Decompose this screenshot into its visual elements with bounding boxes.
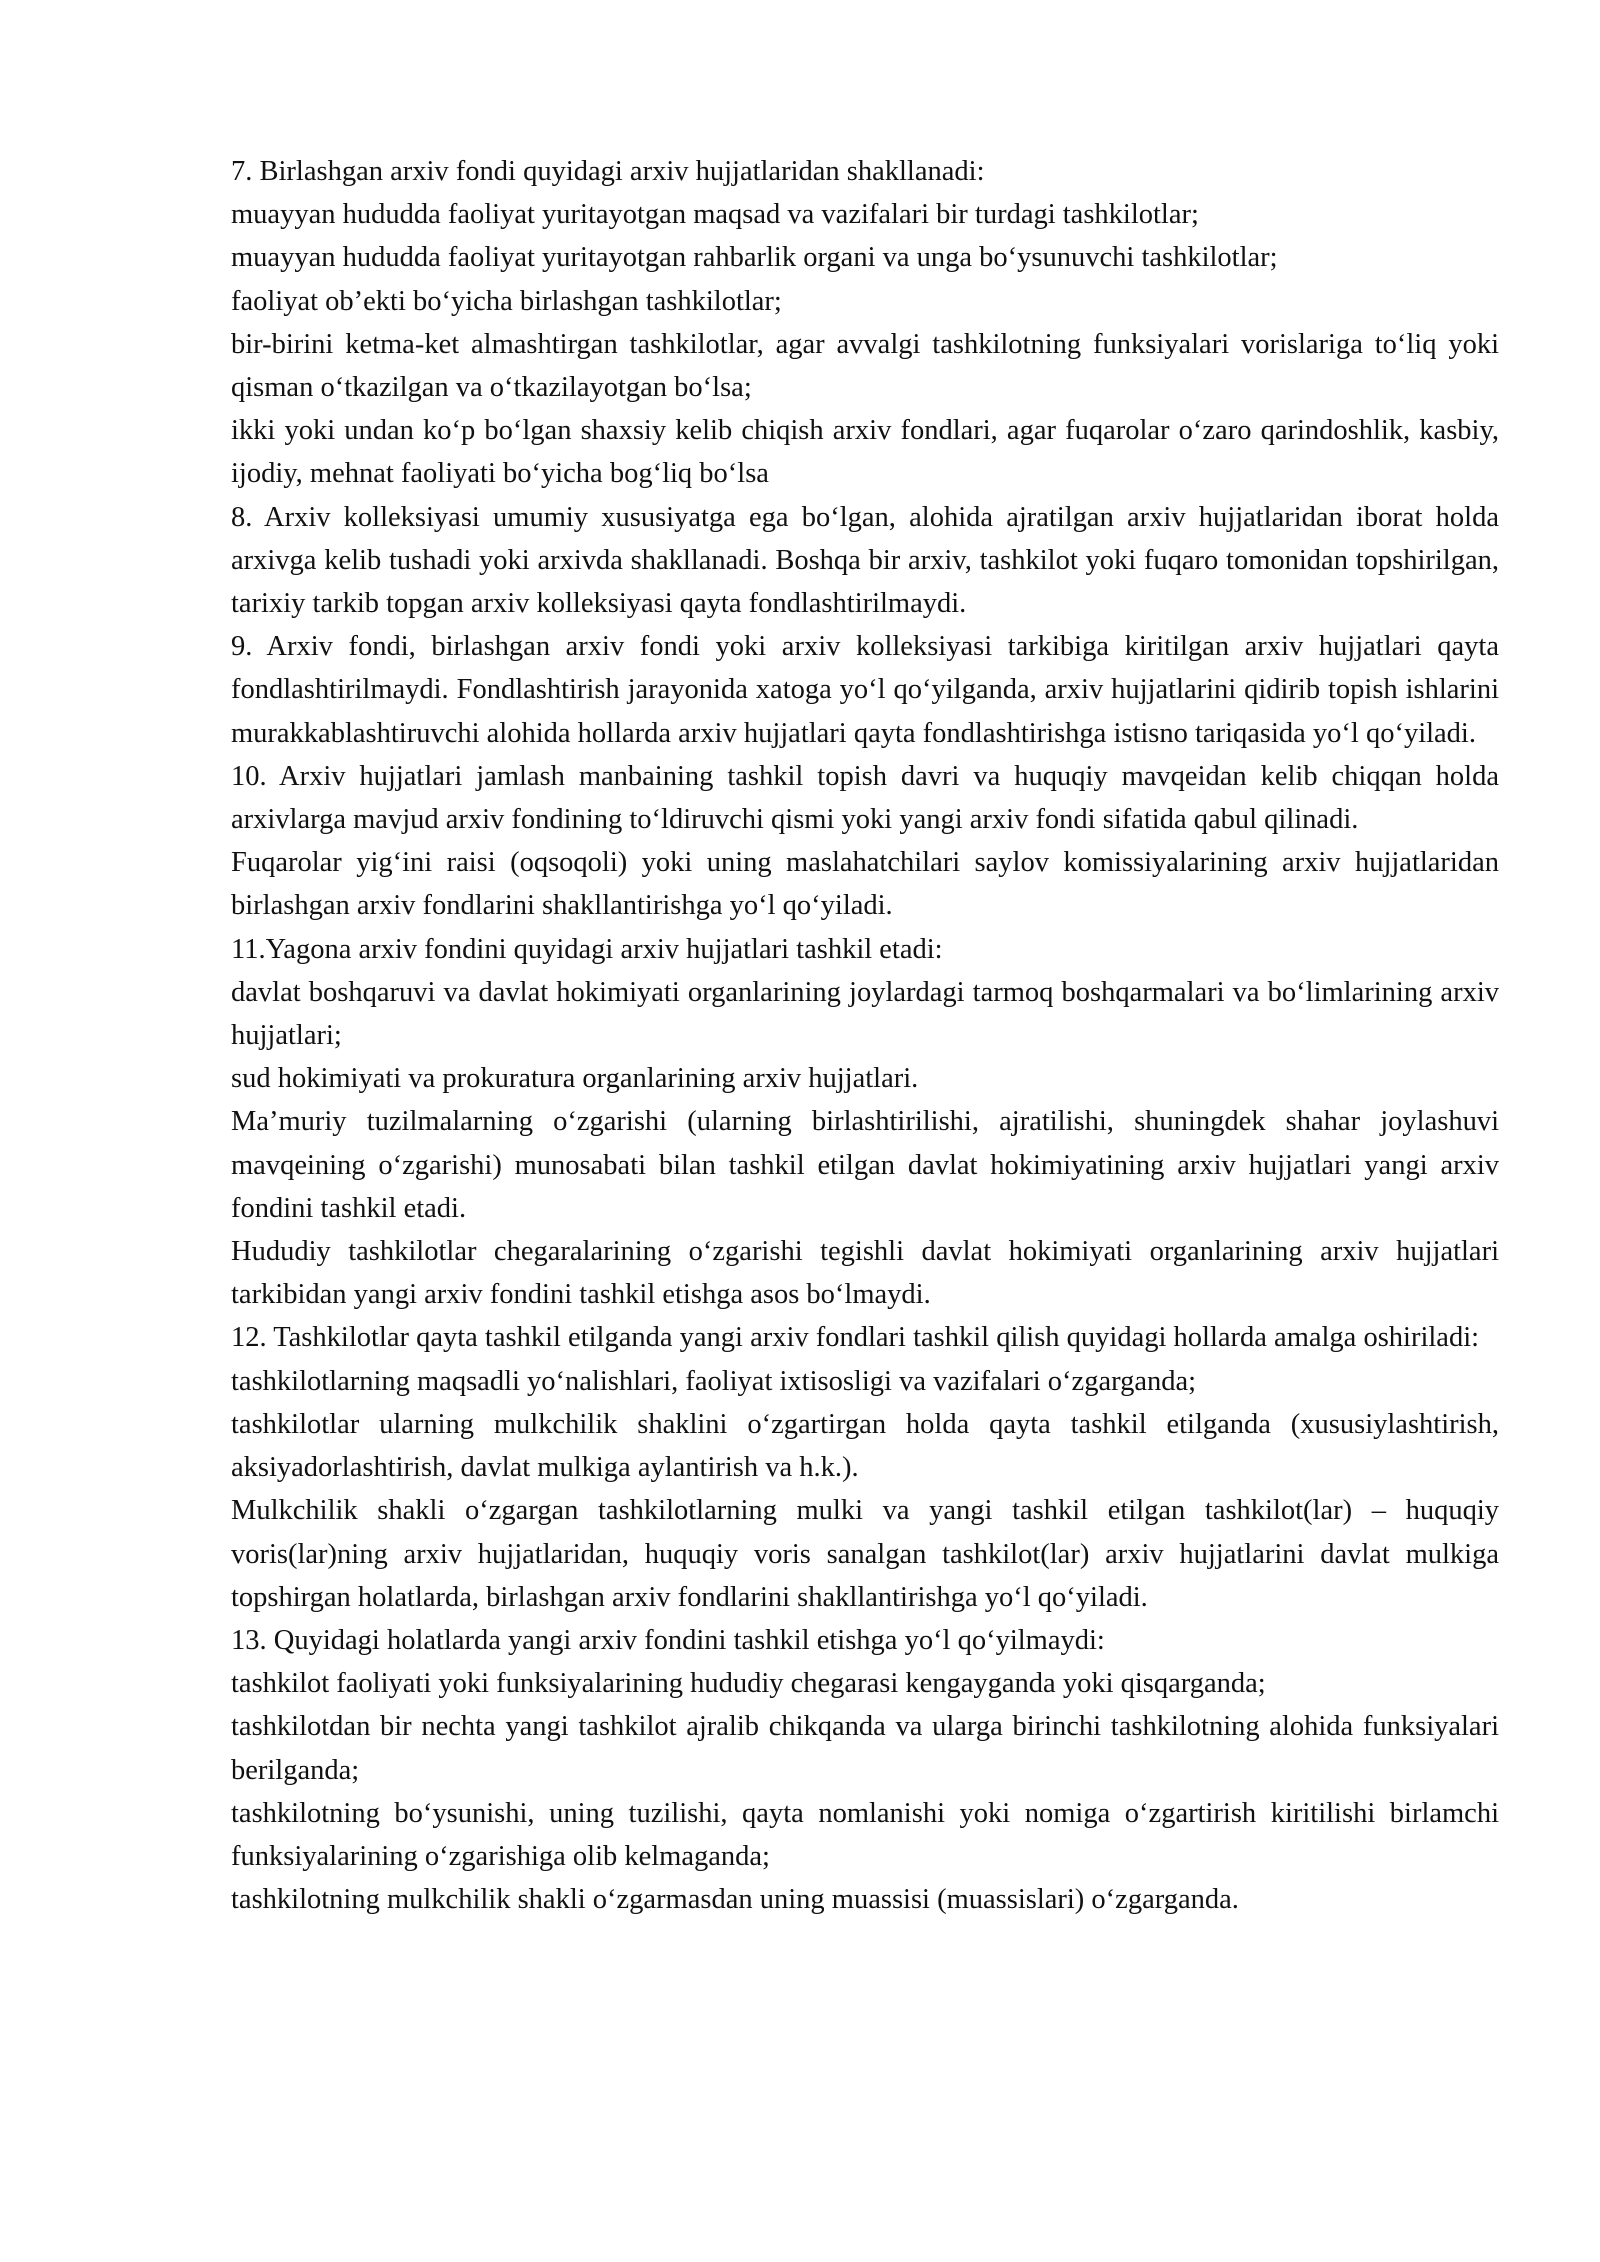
paragraph: Ma’muriy tuzilmalarning o‘zgarishi (ularning birlashtirilishi, ajratilishi, shuningdek shahar joylashuvi mavqeining o‘zgarishi) munosabati bilan tashkil etilgan davlat hokimiyatining arxiv hujjatlari yangi arxiv fondini tashkil etadi. (231, 1106, 1499, 1224)
paragraph: tashkilot faoliyati yoki funksiyalarining hududiy chegarasi kengayganda yoki qisqarganda; (231, 1668, 1266, 1700)
paragraph-11-heading: 11.Yagona arxiv fondini quyidagi arxiv hujjatlari tashkil etadi: (231, 933, 943, 965)
paragraph: tashkilotlarning maqsadli yo‘nalishlari, faoliyat ixtisosligi va vazifalari o‘zgarganda; (231, 1365, 1197, 1397)
paragraph: faoliyat ob’ekti bo‘yicha birlashgan tashkilotlar; (231, 285, 782, 317)
paragraph: ikki yoki undan ko‘p bo‘lgan shaxsiy kelib chiqish arxiv fondlari, agar fuqarolar o‘zaro qarindoshlik, kasbiy, ijodiy, mehnat faoliyati bo‘yicha bog‘liq bo‘lsa (231, 415, 1499, 490)
paragraph: tashkilotning mulkchilik shakli o‘zgarmasdan uning muassisi (muassislari) o‘zgarganda. (231, 1884, 1239, 1916)
paragraph: tashkilotdan bir nechta yangi tashkilot ajralib chikqanda va ularga birinchi tashkilotning alohida funksiyalari berilganda; (231, 1711, 1499, 1786)
document-page (231, 150, 1499, 1921)
paragraph: muayyan hududda faoliyat yuritayotgan maqsad va vazifalari bir turdagi tashkilotlar; (231, 199, 1199, 231)
paragraph: davlat boshqaruvi va davlat hokimiyati organlarining joylardagi tarmoq boshqarmalari va bo‘limlarining arxiv hujjatlari; (231, 976, 1499, 1052)
paragraph: tashkilotlar ularning mulkchilik shaklini o‘zgartirgan holda qayta tashkil etilganda (xususiylashtirish, aksiyadorlashtirish, davlat mulkiga aylantirish va h.k.). (231, 1408, 1499, 1484)
paragraph-13-heading: 13. Quyidagi holatlarda yangi arxiv fondini tashkil etishga yo‘l qo‘yilmaydi: (231, 1624, 1105, 1656)
paragraph-8: 8. Arxiv kolleksiyasi umumiy xususiyatga ega bo‘lgan, alohida ajratilgan arxiv hujjatlaridan iborat holda arxivga kelib tushadi yoki arxivda shakllanadi. Boshqa bir arxiv, tashkilot yoki fuqaro tomonidan topshirilgan, tarixiy tarkib topgan arxiv kolleksiyasi qayta fondlashtirilmaydi. (231, 501, 1499, 620)
paragraph: muayyan hududda faoliyat yuritayotgan rahbarlik organi va unga bo‘ysunuvchi tashkilotlar; (231, 242, 1278, 274)
paragraph-12-heading: 12. Tashkilotlar qayta tashkil etilganda yangi arxiv fondlari tashkil qilish quyidagi hollarda amalga oshiriladi: (231, 1322, 1480, 1354)
paragraph: sud hokimiyati va prokuratura organlarining arxiv hujjatlari. (231, 1063, 919, 1095)
paragraph: bir-birini ketma-ket almashtirgan tashkilotlar, agar avvalgi tashkilotning funksiyalari vorislariga to‘liq yoki qisman o‘tkazilgan va o‘tkazilayotgan bo‘lsa; (231, 328, 1499, 404)
paragraph-7-heading: 7. Birlashgan arxiv fondi quyidagi arxiv hujjatlaridan shakllanadi: (231, 156, 985, 187)
paragraph-9: 9. Arxiv fondi, birlashgan arxiv fondi yoki arxiv kolleksiyasi tarkibiga kiritilgan arxiv hujjatlari qayta fondlashtirilmaydi. Fondlashtirish jarayonida xatoga yo‘l qo‘yilganda, arxiv hujjatlarini qidirib topish ishlarini murakkablashtiruvchi alohida hollarda arxiv hujjatlari qayta fondlashtirishga istisno tariqasida yo‘l qo‘yiladi. (231, 631, 1499, 749)
paragraph: Mulkchilik shakli o‘zgargan tashkilotlarning mulki va yangi tashkil etilgan tashkilot(lar) – huquqiy voris(lar)ning arxiv hujjatlaridan, huquqiy voris sanalgan tashkilot(lar) arxiv hujjatlarini davlat mulkiga topshirgan holatlarda, birlashgan arxiv fondlarini shakllantirishga yo‘l qo‘yiladi. (231, 1495, 1499, 1613)
paragraph-10: 10. Arxiv hujjatlari jamlash manbaining tashkil topish davri va huquqiy mavqeidan kelib chiqqan holda arxivlarga mavjud arxiv fondining to‘ldiruvchi qismi yoki yangi arxiv fondi sifatida qabul qilinadi. (231, 760, 1499, 836)
paragraph: tashkilotning bo‘ysunishi, uning tuzilishi, qayta nomlanishi yoki nomiga o‘zgartirish kiritilishi birlamchi funksiyalarining o‘zgarishiga olib kelmaganda; (231, 1797, 1499, 1872)
paragraph: Hududiy tashkilotlar chegaralarining o‘zgarishi tegishli davlat hokimiyati organlarining arxiv hujjatlari tarkibidan yangi arxiv fondini tashkil etishga asos bo‘lmaydi. (231, 1236, 1499, 1311)
paragraph: Fuqarolar yig‘ini raisi (oqsoqoli) yoki uning maslahatchilari saylov komissiyalarining arxiv hujjatlaridan birlashgan arxiv fondlarini shakllantirishga yo‘l qo‘yiladi. (231, 847, 1499, 922)
